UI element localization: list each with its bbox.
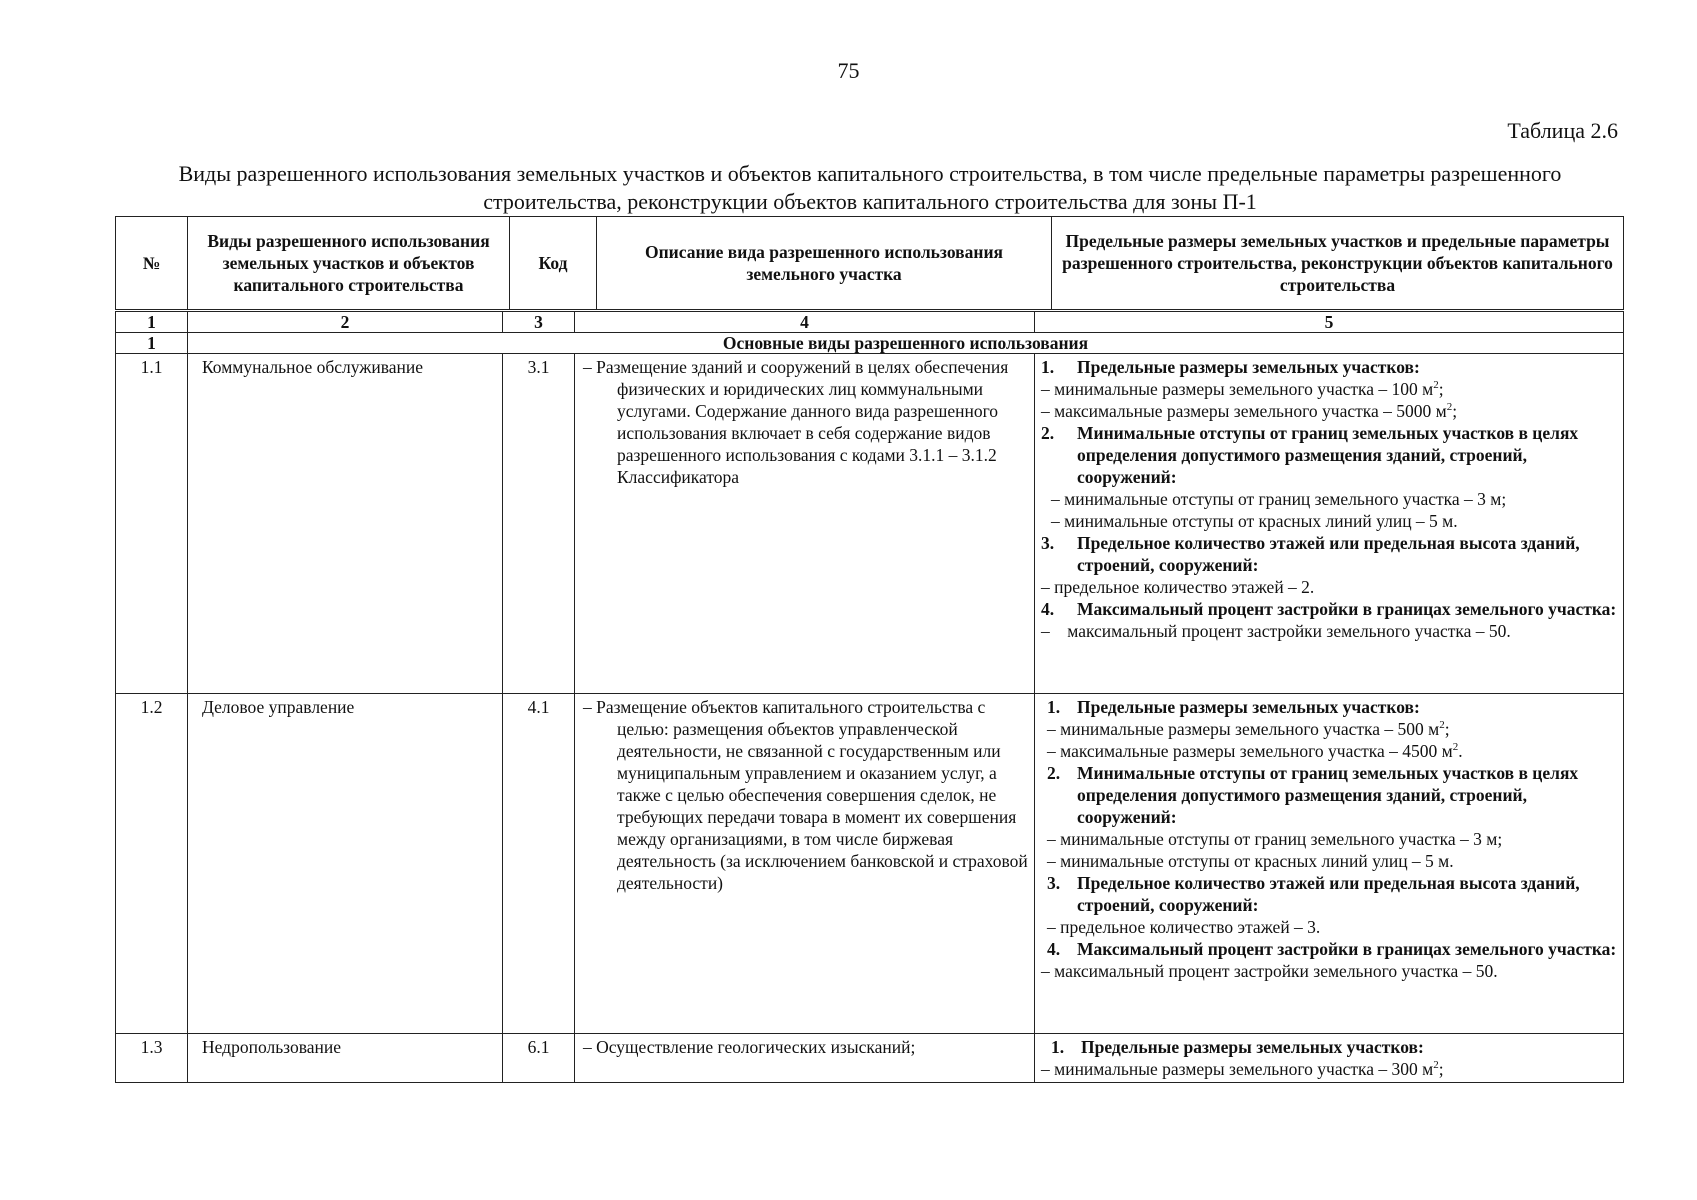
column-number: 2 <box>188 312 503 333</box>
row-parameters <box>1035 1034 1624 1083</box>
column-header-use-type: Виды разрешенного использования земельных участков и объектов капитального строительства <box>188 217 510 310</box>
param-heading: 1. Предельные размеры земельных участков: <box>1051 1037 1424 1057</box>
param-heading: 4. Максимальный процент застройки в границах земельного участка: <box>1047 939 1617 959</box>
param-heading: 3. Предельное количество этажей или предельная высота зданий, строений, сооружений: <box>1047 873 1580 915</box>
param-heading: 2. Минимальные отступы от границ земельных участков в целях определения допустимого размещения зданий, строений, сооружений: <box>1041 423 1579 487</box>
param-line: – максимальные размеры земельного участка – 4500 $м^2$. <box>1047 741 1463 761</box>
param-line: – минимальные отступы от границ земельного участка – 3 м; <box>1051 489 1507 509</box>
table-row <box>116 354 1624 694</box>
column-number-row <box>116 312 1624 333</box>
row-use-type: Коммунальное обслуживание <box>188 354 503 694</box>
param-line: – максимальный процент застройки земельного участка – 50. <box>1041 961 1498 981</box>
section-title: Основные виды разрешенного использования <box>188 333 1624 354</box>
description-text: – Размещение зданий и сооружений в целях обеспечения физических и юридических лиц коммунальными услугами. Содержание данного вида разрешенного использования включает в себя содержание видов разрешенного использования с кодами 3.1.1 – 3.1.2 Классификатора <box>583 357 1009 487</box>
param-line: – минимальные отступы от красных линий улиц – 5 м. <box>1051 511 1458 531</box>
table-body <box>115 311 1624 1083</box>
table-row <box>116 1034 1624 1083</box>
table-row <box>116 694 1624 1034</box>
column-number: 5 <box>1035 312 1624 333</box>
row-number: 1.3 <box>116 1034 188 1083</box>
param-line: – минимальные размеры земельного участка – 100 $м^2$; <box>1041 379 1444 399</box>
param-line: – максимальный процент застройки земельного участка – 50. <box>1041 621 1511 641</box>
param-line: – предельное количество этажей – 2. <box>1041 577 1315 597</box>
section-number: 1 <box>116 333 188 354</box>
description-text: – Размещение объектов капитального строительства с целью: размещения объектов управленческой деятельности, не связанной с государственным или муниципальным управлением и оказанием услуг, а также с целью обеспечения совершения сделок, не требующих передачи товара в момент их совершения между организациями, в том числе биржевая деятельность (за исключением банковской и страховой деятельности) <box>583 697 1028 893</box>
page-number: 75 <box>837 58 860 83</box>
row-number: 1.1 <box>116 354 188 694</box>
param-heading: 1. Предельные размеры земельных участков: <box>1041 357 1420 377</box>
param-line: – предельное количество этажей – 3. <box>1047 917 1321 937</box>
param-line: – минимальные отступы от границ земельного участка – 3 м; <box>1047 829 1503 849</box>
table-title: Виды разрешенного использования земельных участков и объектов капитального строительства, в том числе предельные параметры разрешенного строительства, реконструкции объектов капитального строительства для зоны П-1 <box>178 161 1562 214</box>
param-line: – максимальные размеры земельного участка – 5000 $м^2$; <box>1041 401 1458 421</box>
param-line: – минимальные размеры земельного участка – 300 $м^2$; <box>1041 1059 1444 1079</box>
column-header-code: Код <box>510 217 597 310</box>
row-code: 3.1 <box>503 354 575 694</box>
table-label: Таблица 2.6 <box>1507 118 1618 143</box>
section-row <box>116 333 1624 354</box>
column-header-number: № <box>116 217 188 310</box>
row-code: 4.1 <box>503 694 575 1034</box>
row-description <box>575 354 1035 694</box>
row-parameters <box>1035 694 1624 1034</box>
column-number: 1 <box>116 312 188 333</box>
param-heading: 1. Предельные размеры земельных участков: <box>1047 697 1420 717</box>
table-header <box>115 216 1624 310</box>
row-parameters <box>1035 354 1624 694</box>
column-header-parameters: Предельные размеры земельных участков и предельные параметры разрешенного строительства, реконструкции объектов капитального строительства <box>1052 217 1624 310</box>
row-use-type: Деловое управление <box>188 694 503 1034</box>
param-line: – минимальные отступы от красных линий улиц – 5 м. <box>1047 851 1454 871</box>
row-description <box>575 1034 1035 1083</box>
param-heading: 3. Предельное количество этажей или предельная высота зданий, строений, сооружений: <box>1041 533 1580 575</box>
column-header-description: Описание вида разрешенного использования земельного участка <box>597 217 1052 310</box>
row-use-type: Недропользование <box>188 1034 503 1083</box>
description-text: – Осуществление геологических изысканий; <box>583 1037 916 1057</box>
param-heading: 4. Максимальный процент застройки в границах земельного участка: <box>1041 599 1617 619</box>
param-line: – минимальные размеры земельного участка – 500 $м^2$; <box>1047 719 1450 739</box>
column-number: 3 <box>503 312 575 333</box>
row-description <box>575 694 1035 1034</box>
row-code: 6.1 <box>503 1034 575 1083</box>
row-number: 1.2 <box>116 694 188 1034</box>
param-heading: 2. Минимальные отступы от границ земельных участков в целях определения допустимого размещения зданий, строений, сооружений: <box>1047 763 1579 827</box>
column-number: 4 <box>575 312 1035 333</box>
